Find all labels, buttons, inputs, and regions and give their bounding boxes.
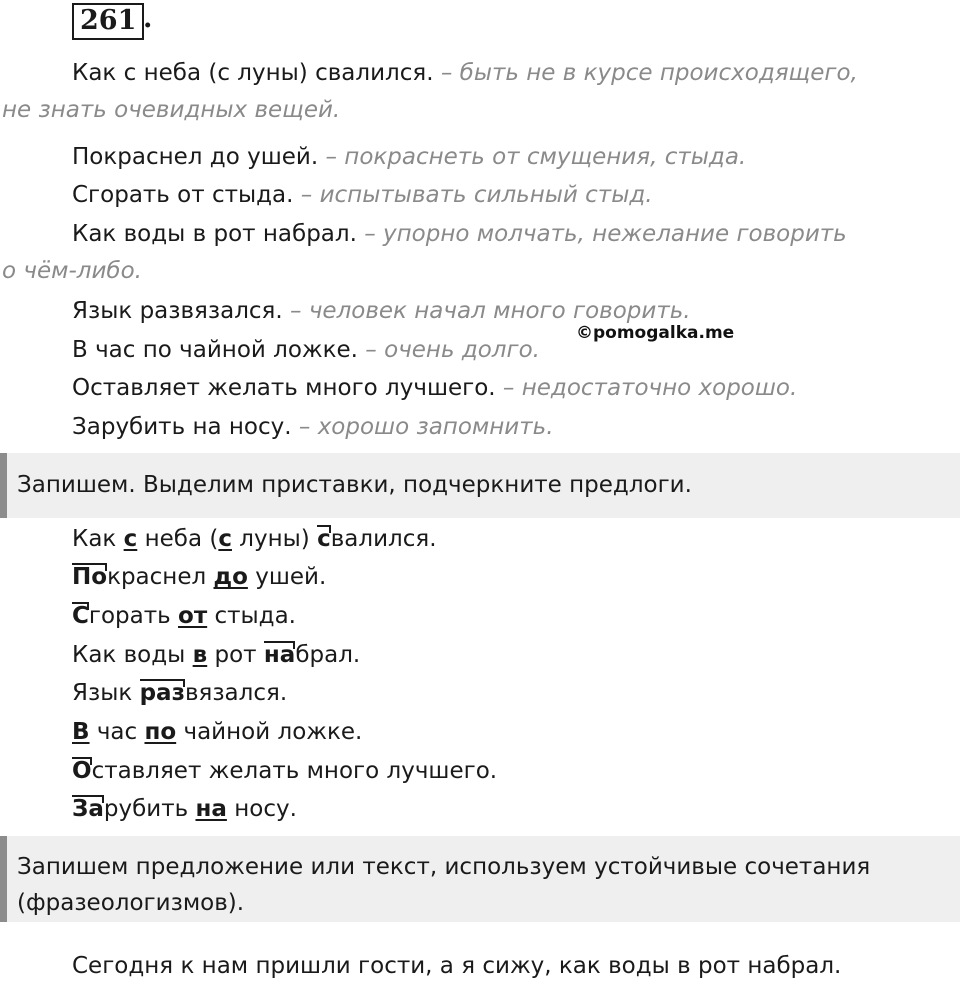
idiom-phrase: Оставляет желать много лучшего.	[72, 375, 496, 401]
idiom-7	[72, 373, 797, 403]
preposition: В	[72, 719, 90, 745]
sentence-text: горать	[88, 603, 179, 629]
idiom-phrase: Как с неба (с луны) свалился.	[72, 60, 434, 86]
marked-sentence	[72, 524, 437, 554]
idiom-phrase: Покраснел до ушей.	[72, 144, 319, 170]
idiom-meaning: – недостаточно хорошо.	[495, 375, 798, 401]
sentence-text: ставляет желать много лучшего.	[91, 758, 498, 784]
sentence-text: ушей.	[247, 564, 327, 590]
task-instruction-1	[0, 453, 960, 518]
prefix: С	[72, 603, 89, 629]
marked-sentence	[72, 562, 326, 592]
idiom-meaning: – упорно молчать, нежелание говорить	[356, 221, 847, 247]
idiom-phrase: Зарубить на носу.	[72, 414, 292, 440]
exercise-number: 261	[72, 3, 144, 40]
sentence-text: вязался.	[184, 680, 288, 706]
marked-sentence	[72, 756, 497, 786]
prefix: с	[317, 526, 331, 552]
sentence-text: час	[89, 719, 145, 745]
idiom-meaning: – испытывать сильный стыд.	[293, 182, 653, 208]
idiom-phrase: В час по чайной ложке.	[72, 337, 358, 363]
marked-sentence	[72, 640, 360, 670]
idiom-1-continuation: не знать очевидных вещей.	[2, 97, 341, 123]
idiom-meaning: – покраснеть от смущения, стыда.	[318, 144, 747, 170]
sentence-text: рот	[207, 642, 264, 668]
idiom-meaning: – очень долго.	[358, 337, 540, 363]
prefix: раз	[139, 680, 185, 706]
sentence-text: рубить	[103, 796, 196, 822]
preposition: на	[195, 796, 227, 822]
idiom-meaning: – быть не в курсе происходящего,	[433, 60, 858, 86]
marked-sentence	[72, 678, 287, 708]
sentence-text: краснел	[107, 564, 214, 590]
final-sentence: Сегодня к нам пришли гости, а я сижу, как воды в рот набрал.	[72, 953, 842, 979]
marked-sentence	[72, 794, 297, 824]
task-text: Запишем. Выделим приставки, подчеркните предлоги.	[17, 472, 692, 498]
prefix: По	[72, 564, 108, 590]
prefix: О	[72, 758, 92, 784]
sentence-text: неба (	[137, 526, 219, 552]
idiom-phrase: Как воды в рот набрал.	[72, 221, 357, 247]
preposition: с	[218, 526, 232, 552]
preposition: от	[178, 603, 208, 629]
idiom-5	[72, 296, 691, 326]
sentence-text: стыда.	[207, 603, 296, 629]
sentence-text: валился.	[330, 526, 437, 552]
sentence-text: Как	[72, 526, 124, 552]
sentence-text: чайной ложке.	[176, 719, 363, 745]
sentence-text: Язык	[72, 680, 140, 706]
marked-sentence	[72, 601, 296, 631]
idiom-meaning: – человек начал много говорить.	[282, 298, 691, 324]
prefix: За	[72, 796, 104, 822]
preposition: по	[144, 719, 177, 745]
preposition: до	[213, 564, 248, 590]
sentence-text: носу.	[226, 796, 297, 822]
idiom-4	[72, 219, 847, 249]
preposition: с	[123, 526, 138, 552]
idiom-phrase: Язык развязался.	[72, 298, 283, 324]
task-text-line1: Запишем предложение или текст, используем устойчивые сочетания	[17, 854, 871, 880]
sentence-text: Как воды	[72, 642, 193, 668]
idiom-meaning: – хорошо запомнить.	[291, 414, 554, 440]
idiom-3	[72, 180, 653, 210]
idiom-8	[72, 412, 554, 442]
idiom-1	[72, 58, 858, 88]
task-text-line2: (фразеологизмов).	[17, 890, 245, 916]
idiom-2	[72, 142, 746, 172]
watermark: ©pomogalka.me	[576, 323, 735, 343]
prefix: на	[263, 642, 296, 668]
preposition: в	[192, 642, 208, 668]
task-instruction-2	[0, 836, 960, 922]
marked-sentence	[72, 717, 362, 747]
sentence-text: брал.	[295, 642, 361, 668]
idiom-phrase: Сгорать от стыда.	[72, 182, 294, 208]
idiom-6	[72, 335, 540, 365]
idiom-4-continuation: о чём-либо.	[2, 258, 142, 284]
sentence-text: луны)	[231, 526, 318, 552]
exercise-number-dot: .	[143, 3, 153, 34]
